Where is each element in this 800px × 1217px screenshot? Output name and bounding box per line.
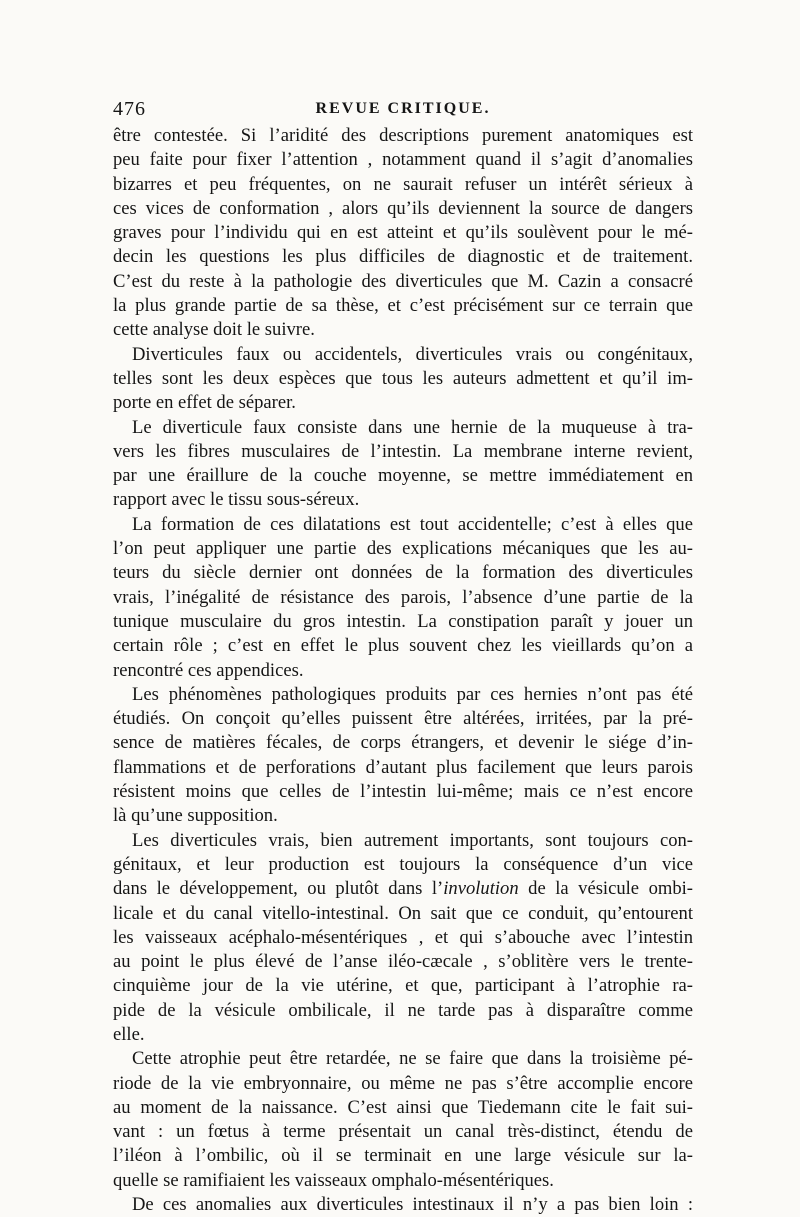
text-line: Cette atrophie peut être retardée, ne se faire que dans la troisième pé- <box>132 1048 693 1070</box>
text-line: C’est du reste à la pathologie des diverticules que M. Cazin a consacré <box>113 270 693 292</box>
text-line: au point le plus élevé de l’anse iléo-cæcale , s’oblitère vers le trente- <box>113 951 693 973</box>
text-line: vers les fibres musculaires de l’intestin. La membrane interne revient, <box>113 440 693 462</box>
text-line: ces vices de conformation , alors qu’ils deviennent la source de dangers <box>113 197 693 219</box>
text-line: génitaux, et leur production est toujours la conséquence d’un vice <box>113 853 693 875</box>
text-line: De ces anomalies aux diverticules intestinaux il n’y a pas bien loin : <box>132 1194 693 1216</box>
text-line: peu faite pour fixer l’attention , notamment quand il s’agit d’anomalies <box>113 149 693 171</box>
text-line: là qu’une supposition. <box>113 805 278 827</box>
page-header <box>113 98 693 124</box>
text-run: de la vésicule ombi- <box>518 878 693 900</box>
text-line: au moment de la naissance. C’est ainsi que Tiedemann cite le fait sui- <box>113 1096 693 1118</box>
text-line: Diverticules faux ou accidentels, diverticules vrais ou congénitaux, <box>132 343 693 365</box>
text-line: l’on peut appliquer une partie des explications mécaniques que les au- <box>113 538 693 560</box>
text-line: Le diverticule faux consiste dans une hernie de la muqueuse à tra- <box>132 416 693 438</box>
text-line: étudiés. On conçoit qu’elles puissent être altérées, irritées, par la pré- <box>113 708 693 730</box>
text-line: decin les questions les plus difficiles de diagnostic et de traitement. <box>113 246 693 268</box>
text-line: par une éraillure de la couche moyenne, se mettre immédiatement en <box>113 465 693 487</box>
text-line: être contestée. Si l’aridité des descriptions purement anatomiques est <box>113 125 693 146</box>
text-line: les vaisseaux acéphalo-mésentériques , et qui s’abouche avec l’intestin <box>113 926 693 948</box>
text-line: licale et du canal vitello-intestinal. On sait que ce conduit, qu’entourent <box>113 902 693 924</box>
text-line: pide de la vésicule ombilicale, il ne tarde pas à disparaître comme <box>113 999 693 1021</box>
text-line: résistent moins que celles de l’intestin lui-même; mais ce n’est encore <box>113 781 693 803</box>
text-run: dans le développement, ou plutôt dans l’ <box>113 878 444 900</box>
text-line <box>113 877 693 901</box>
text-line: cette analyse doit le suivre. <box>113 319 315 341</box>
text-line: tunique musculaire du gros intestin. La constipation paraît y jouer un <box>113 610 693 632</box>
text-line: vrais, l’inégalité de résistance des parois, l’absence d’une partie de la <box>113 586 693 608</box>
text-line: La formation de ces dilatations est tout accidentelle; c’est à elles que <box>132 513 693 535</box>
italic-term: involution <box>443 878 519 900</box>
text-line: graves pour l’individu qui en est atteint et qu’ils soulèvent pour le mé- <box>113 222 693 244</box>
text-line: telles sont les deux espèces que tous les auteurs admettent et qu’il im- <box>113 367 693 389</box>
text-line: teurs du siècle dernier ont données de la formation des diverticules <box>113 562 693 584</box>
body-text <box>113 124 693 1217</box>
text-line: cinquième jour de la vie utérine, et que, participant à l’atrophie ra- <box>113 975 693 997</box>
text-line: l’iléon à l’ombilic, où il se terminait en une large vésicule sur la- <box>113 1145 693 1167</box>
text-line: riode de la vie embryonnaire, ou même ne pas s’être accomplie encore <box>113 1072 693 1094</box>
text-line: sence de matières fécales, de corps étrangers, et devenir le siége d’in- <box>113 732 693 754</box>
text-line: Les phénomènes pathologiques produits par ces hernies n’ont pas été <box>132 683 693 705</box>
text-line: elle. <box>113 1023 145 1045</box>
text-line: porte en effet de séparer. <box>113 392 296 414</box>
text-line: flammations et de perforations d’autant plus facilement que leurs parois <box>113 756 693 778</box>
text-line: bizarres et peu fréquentes, on ne saurait refuser un intérêt sérieux à <box>113 173 693 195</box>
text-line: Les diverticules vrais, bien autrement importants, sont toujours con- <box>132 829 693 851</box>
page-number: 476 <box>113 98 146 120</box>
text-line: vant : un fœtus à terme présentait un canal très-distinct, étendu de <box>113 1121 693 1143</box>
running-title: REVUE CRITIQUE. <box>315 100 491 117</box>
text-line: rencontré ces appendices. <box>113 659 304 681</box>
text-line: rapport avec le tissu sous-séreux. <box>113 489 360 511</box>
text-line: la plus grande partie de sa thèse, et c’est précisément sur ce terrain que <box>113 295 693 317</box>
text-line: certain rôle ; c’est en effet le plus souvent chez les vieillards qu’on a <box>113 635 693 657</box>
text-line: quelle se ramifiaient les vaisseaux omphalo-mésentériques. <box>113 1169 554 1191</box>
